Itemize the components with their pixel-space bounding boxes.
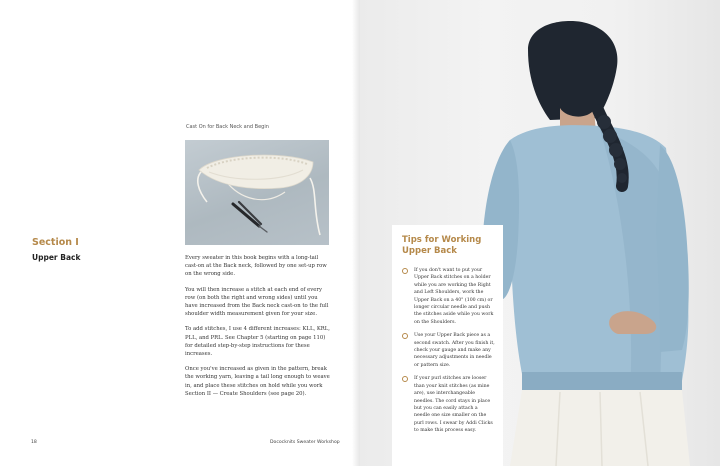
tips-list bbox=[402, 267, 495, 435]
body-paragraph: To add stitches, I use 4 different increases: KLL, KRL, PLL, and PRL. See Chapter 5 (starting on page 110) for detailed step-by-step instructions for these increases. bbox=[185, 326, 330, 358]
body-paragraph: You will then increase a stitch at each end of every row (on both the right and wrong sides) until you have increased from the Back neck cast-on to the full shoulder width measurement given for your size. bbox=[185, 286, 329, 318]
tips-sidebar bbox=[392, 225, 503, 466]
list-item bbox=[402, 267, 495, 326]
body-paragraph: Once you've increased as given in the pattern, break the working yarn, leaving a tail long enough to weave in, and place these stitches on hold while you work Section II — Create Shoulders (see page 20). bbox=[185, 366, 330, 397]
section-number: Section I bbox=[32, 237, 79, 248]
page-number: 18 bbox=[31, 440, 37, 445]
circle-bullet-icon bbox=[402, 268, 408, 274]
circle-bullet-icon bbox=[402, 333, 408, 339]
section-title: Upper Back bbox=[32, 253, 81, 262]
running-footer-title: Dococknits Sweater Workshop bbox=[270, 440, 340, 445]
swatch-photo bbox=[185, 140, 329, 245]
body-text bbox=[185, 254, 330, 405]
body-paragraph: Every sweater in this book begins with a long-tail cast-on at the Back neck, followed by one set-up row on the wrong side. bbox=[185, 255, 327, 278]
tip-text: Use your Upper Back piece as a second swatch. After you finish it, check your gauge and make any necessary adjustments in needle or pattern size. bbox=[414, 333, 495, 368]
tip-text: If your purl stitches are looser than your knit stitches (as mine are), use interchangeable needles. The cord stays in place but you can easily attach a needle one size smaller on the purl rows. I swear by Addi Clicks to make this process easy. bbox=[414, 376, 493, 434]
tip-text: If you don't want to put your Upper Back stitches on a holder while you are working the Right and Left Shoulders, work the Upper Back on a 40" (100 cm) or longer circular needle and push the stitches aside while you work on the Shoulders. bbox=[414, 268, 494, 325]
list-item bbox=[402, 332, 495, 369]
knitted-swatch-illustration bbox=[185, 140, 329, 245]
list-item bbox=[402, 375, 495, 434]
tips-title: Tips for Working Upper Back bbox=[402, 235, 482, 256]
photo-caption: Cast On for Back Neck and Begin bbox=[186, 124, 269, 130]
circle-bullet-icon bbox=[402, 376, 408, 382]
